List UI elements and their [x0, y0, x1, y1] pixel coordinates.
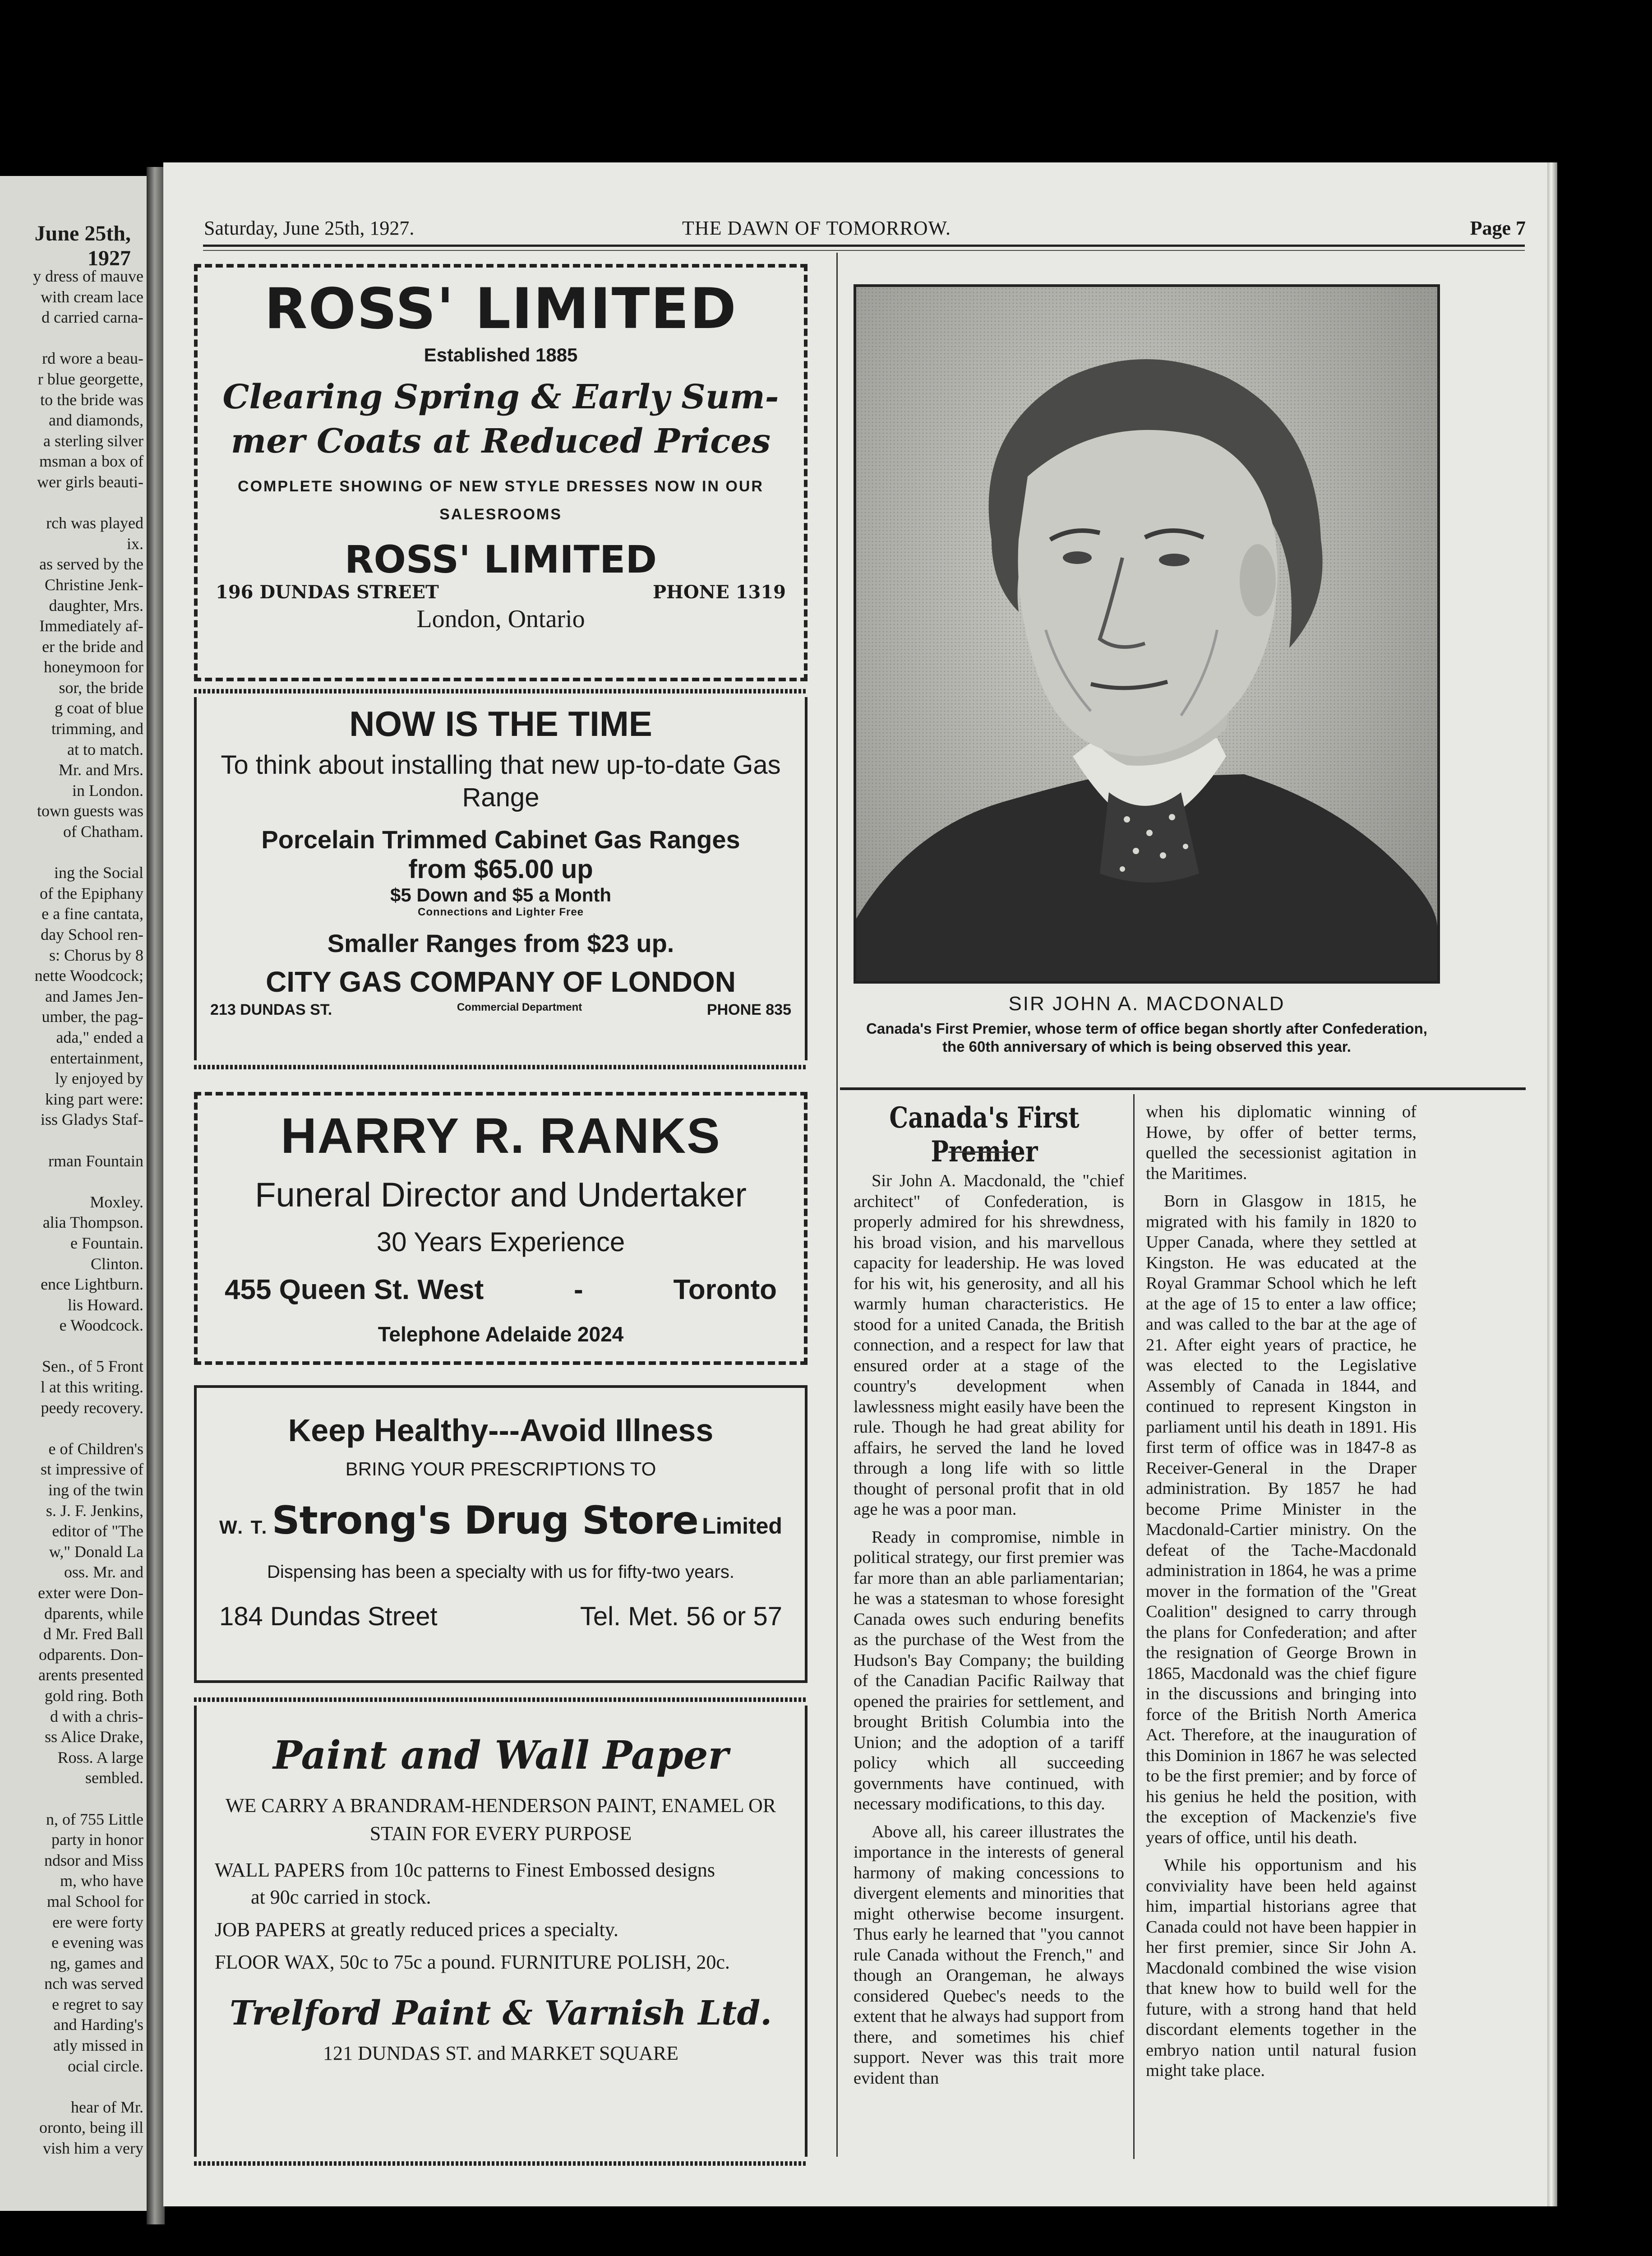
article-column-2	[1146, 1102, 1417, 2089]
left-page-line: mal School for	[47, 1892, 143, 1910]
article-column-1	[854, 1171, 1124, 2096]
left-page-line: e a fine cantata,	[42, 905, 143, 923]
ad-contact-row	[197, 1001, 805, 1019]
ad-store-name: Strong's Drug Store	[272, 1498, 698, 1543]
ad-job-papers: JOB PAPERS at greatly reduced prices a specialty.	[215, 1919, 618, 1941]
left-page-line: hear of Mr.	[71, 2098, 143, 2116]
ad-product-lines	[197, 1857, 805, 1976]
column-rule	[836, 253, 838, 2157]
left-page-line: and James Jen-	[45, 987, 143, 1005]
left-page-line: and Harding's	[53, 2016, 143, 2034]
ad-specialty: Dispensing has been a specialty with us for fifty-two years.	[267, 1562, 735, 1582]
ad-address: 455 Queen St. West	[225, 1274, 484, 1305]
left-page-line: editor of "The	[52, 1522, 143, 1540]
left-page-line: Christine Jenk-	[45, 575, 143, 594]
left-page-line: honeymoon for	[44, 658, 143, 676]
left-page-line: sor, the bride	[59, 678, 143, 697]
left-page-line: with cream lace	[41, 287, 143, 306]
left-page-text	[0, 266, 143, 2159]
left-page-line: of Chatham.	[63, 823, 143, 841]
ad-role: Funeral Director and Undertaker	[255, 1176, 747, 1214]
left-page-line: ere were forty	[52, 1913, 143, 1931]
left-page-line: er the bride and	[42, 637, 143, 656]
left-page-line: Ross. A large	[57, 1748, 143, 1766]
ad-company: CITY GAS COMPANY OF LONDON	[266, 966, 736, 998]
book-gutter	[147, 167, 165, 2224]
left-page-line: ss Alice Drake,	[45, 1728, 143, 1746]
ad-phone: PHONE 1319	[652, 582, 786, 603]
ad-separator: -	[574, 1274, 583, 1305]
left-page-line: ly enjoyed by	[55, 1069, 143, 1088]
left-page-line: atly missed in	[53, 2036, 143, 2055]
ad-phone: Tel. Met. 56 or 57	[580, 1602, 782, 1631]
left-page-line: ada," ended a	[56, 1028, 143, 1046]
ad-title: ROSS' LIMITED	[264, 277, 737, 342]
left-page-line: gold ring. Both	[44, 1686, 143, 1705]
left-page-line: ing of the twin	[48, 1481, 143, 1499]
page-edge	[1547, 162, 1557, 2206]
ad-city: Toronto	[673, 1274, 777, 1305]
left-page-line: oronto, being ill	[39, 2118, 143, 2137]
left-page-line: ocial circle.	[68, 2057, 143, 2075]
article-paragraph: Born in Glasgow in 1815, he migrated with his family in 1820 to Upper Canada, where they settled at Kingston. He was educated at the Royal Grammar School which he left at the age of 15 to enter a law office; and was called to the bar at the age of 21. After eight years of practice, he was elected to the Legislative Assembly of Canada in 1844, and continued to represent Kingston in parliament until his death in 1891. His first term of office was in 1847-8 as Receiver-General in the Draper administration. By 1857 he had become Prime Minister in the Macdonald-Cartier ministry. On the defeat of the Tache-Macdonald administration in 1864, he was a prime mover in the formation of the "Great Coalition" designed to carry through the plans for Confederation; and after the resignation of George Brown in 1865, Macdonald was the chief figure in the discussions and bringing into force of the British North America Act. Therefore, at the inauguration of this Dominion in 1867 he was selected to be the first premier; and by force of his genius he held the position, with the exception of Mackenzie's five years of office, until his death.	[1146, 1192, 1417, 1847]
ad-experience: 30 Years Experience	[376, 1227, 625, 1257]
left-page-line	[0, 2076, 143, 2097]
left-page-line: ing the Social	[54, 864, 143, 882]
article-column-rule	[1133, 1094, 1135, 2159]
left-page-line: d carried carna-	[42, 308, 143, 327]
ad-city: London, Ontario	[416, 605, 585, 633]
left-page-line: as served by the	[39, 555, 143, 573]
left-page-line: ndsor and Miss	[44, 1851, 143, 1869]
left-page-header: June 25th, 1927	[34, 222, 131, 270]
left-page-line: odparents. Don-	[39, 1645, 143, 1664]
ad-wallpapers-cont: at 90c carried in stock.	[251, 1886, 431, 1908]
ad-harry-ranks	[194, 1092, 808, 1365]
left-page-line: e of Children's	[48, 1439, 143, 1458]
article-paragraph: when his diplomatic winning of Howe, by offer of better terms, quelled the secessionist agitation in the Maritimes.	[1146, 1102, 1417, 1183]
ad-phone: Telephone Adelaide 2024	[378, 1322, 624, 1346]
left-page-line: e regret to say	[52, 1995, 143, 2013]
ad-address: 196 DUNDAS STREET	[216, 582, 439, 603]
left-page-line: st impressive of	[41, 1460, 143, 1479]
ad-address-row	[198, 1274, 804, 1306]
left-page-line	[0, 1130, 143, 1151]
ad-address: 213 DUNDAS ST.	[210, 1001, 332, 1018]
left-page-line: Sen., of 5 Front	[42, 1357, 143, 1376]
article-paragraph: Sir John A. Macdonald, the "chief architect" of Confederation, is properly admired for his shrewdness, his broad vision, and his marvellous capacity for leadership. He was loved for his wit, his generosity, and all his warmly human characteristics. He stood for a united Canada, the British connection, and a respect for law that ensured order at a stage of the country's development when lawlessness might easily have been the rule. Though he had great ability for affairs, he served the land he loved through a long life with so little thought of personal profit that in old age he was a poor man.	[854, 1171, 1124, 1519]
left-page-line: arents presented	[38, 1666, 143, 1684]
left-page-line	[0, 842, 143, 863]
left-page-line: and diamonds,	[49, 411, 143, 430]
left-page-line: daughter, Mrs.	[49, 596, 143, 615]
ad-title: NOW IS THE TIME	[349, 704, 652, 744]
ad-product: Porcelain Trimmed Cabinet Gas Ranges	[261, 825, 740, 854]
left-page-line: ix.	[126, 534, 143, 553]
ad-headline: Keep Healthy---Avoid Illness	[288, 1413, 714, 1448]
left-page-line: e Fountain.	[70, 1234, 143, 1252]
left-page-line: peedy recovery.	[41, 1398, 143, 1417]
masthead: THE DAWN OF TOMORROW.	[682, 217, 951, 239]
left-page-line: alia Thompson.	[42, 1213, 143, 1232]
left-page-line: king part were:	[45, 1090, 143, 1108]
left-page-line: town guests was	[37, 802, 143, 820]
left-page-line: r blue georgette,	[37, 370, 143, 388]
left-page-line: Mr. and Mrs.	[59, 761, 143, 779]
caption-name: SIR JOHN A. MACDONALD	[1008, 993, 1285, 1015]
left-page-line: e evening was	[51, 1933, 143, 1952]
left-page-line: vish him a very	[43, 2139, 143, 2158]
left-page-line: of the Epiphany	[40, 884, 143, 902]
header-rule-thin	[203, 250, 1525, 251]
title-rule	[948, 1151, 1011, 1153]
left-page-line: g coat of blue	[55, 699, 143, 717]
left-page-line	[0, 493, 143, 513]
left-page-line: l at this writing.	[41, 1378, 143, 1396]
left-page-line: s. J. F. Jenkins,	[46, 1501, 143, 1520]
left-page-line: ng, games and	[50, 1954, 143, 1972]
left-page-line: rd wore a beau-	[42, 349, 143, 368]
ad-ross-limited	[194, 264, 808, 681]
ad-contact-row	[198, 582, 804, 603]
left-page-line: iss Gladys Staf-	[41, 1110, 143, 1129]
ad-address: 121 DUNDAS ST. and MARKET SQUARE	[323, 2042, 678, 2064]
left-page-line	[0, 1336, 143, 1357]
ad-phone: PHONE 835	[706, 1001, 791, 1018]
left-page-line: party in honor	[51, 1831, 143, 1849]
ad-established: Established 1885	[424, 344, 578, 365]
left-page-line: w," Donald La	[49, 1542, 143, 1561]
ad-contact-row	[197, 1601, 805, 1632]
left-page-line: n, of 755 Little	[46, 1810, 143, 1828]
left-page	[0, 176, 149, 2211]
left-page-line: a sterling silver	[43, 431, 143, 450]
left-page-line: Moxley.	[90, 1193, 143, 1211]
ad-note: Connections and Lighter Free	[417, 906, 584, 918]
left-page-line: rman Fountain	[48, 1151, 143, 1170]
ad-address: 184 Dundas Street	[219, 1602, 438, 1631]
left-page-line: oss. Mr. and	[64, 1563, 143, 1581]
left-page-line: trimming, and	[51, 720, 143, 738]
left-page-line: sembled.	[85, 1769, 143, 1787]
ad-terms: $5 Down and $5 a Month	[390, 884, 612, 906]
left-page-line: ence Lightburn.	[41, 1275, 143, 1294]
left-page-line: day School ren-	[41, 925, 143, 943]
caption-description: Canada's First Premier, whose term of office began shortly after Confederation, the 60th anniversary of which is being observed this year.	[866, 1020, 1427, 1055]
left-page-line: to the bride was	[40, 390, 143, 409]
left-page-line: umber, the pag-	[42, 1008, 143, 1026]
left-page-line	[0, 1789, 143, 1809]
article-paragraph: While his opportunism and his conviviality have been held against him, impartial historians agree that Canada could not have been happier in her first premier, since Sir John A. Macdonald combined the wise vision that knew how to build well for the future, with a strong hand that held discordant elements together in the embryo nation until natural fusion might take place.	[1146, 1856, 1417, 2080]
ad-title: Paint and Wall Paper	[273, 1733, 729, 1778]
left-page-line: dparents, while	[44, 1604, 143, 1623]
ad-store-row	[197, 1498, 805, 1543]
ad-company: Trelford Paint & Varnish Ltd.	[230, 1994, 772, 2033]
page-number: Page 7	[1470, 217, 1526, 239]
ad-floor-wax: FLOOR WAX, 50c to 75c a pound. FURNITURE POLISH, 20c.	[215, 1951, 730, 1973]
left-page-line: in London.	[72, 781, 143, 800]
left-page-line: y dress of mauve	[33, 267, 143, 285]
ad-wallpapers: WALL PAPERS from 10c patterns to Finest Embossed designs	[215, 1859, 715, 1881]
article-paragraph: Above all, his career illustrates the importance in the interests of general harmony of making concessions to divergent elements and minorities that might otherwise become insurgent. Thus early he learned that "you cannot rule Canada without the French," and though an Orangeman, he always considered Quebec's needs to the extent that he always had support from there, and sometimes his chief support. Never was this trait more evident than	[854, 1822, 1124, 2088]
left-page-line: entertainment,	[50, 1049, 143, 1067]
article-top-rule	[840, 1087, 1526, 1090]
ad-headline: Clearing Spring & Early Sum-mer Coats at Reduced Prices	[222, 378, 779, 461]
ad-name-repeat: ROSS' LIMITED	[344, 537, 657, 582]
ad-trelford-paint	[194, 1706, 808, 2157]
header-rule	[203, 245, 1525, 247]
left-page-line: s: Chorus by 8	[49, 946, 143, 964]
article-paragraph: Ready in compromise, nimble in political strategy, our first premier was far more than an able parliamentarian; he was a statesman to whose foresight Canada owes such enduring benefits as the purchase of the West from the Hudson's Bay Company; the building of the Canadian Pacific Railway that opened the prairies for settlement, and brought British Columbia into the Union; and the adoption of a tariff policy which all succeeding governments have continued, with necessary modifications, to this day.	[854, 1527, 1124, 1813]
left-page-line: d Mr. Fred Ball	[43, 1625, 143, 1643]
ad-city-gas	[194, 697, 808, 1060]
ad-title: HARRY R. RANKS	[281, 1108, 721, 1164]
left-page-line: e Woodcock.	[59, 1316, 143, 1335]
page-date: Saturday, June 25th, 1927.	[204, 217, 415, 239]
ad-strongs-drug-store	[194, 1385, 808, 1683]
portrait-illustration	[856, 287, 1437, 981]
ad-initials: W. T.	[219, 1516, 268, 1538]
ad-limited: Limited	[702, 1513, 782, 1539]
left-page-line: lis Howard.	[68, 1295, 143, 1314]
left-page-line: exter were Don-	[38, 1584, 143, 1602]
ad-intro: To think about installing that new up-to-date Gas Range	[221, 750, 781, 812]
left-page-line: Immediately af-	[39, 617, 143, 635]
left-page-line	[0, 1418, 143, 1439]
ad-price: from $65.00 up	[408, 855, 593, 884]
left-page-line: m, who have	[60, 1872, 143, 1890]
left-page-line: rch was played	[46, 514, 143, 532]
left-page-line: d with a chris-	[50, 1707, 143, 1725]
ad-carry: WE CARRY A BRANDRAM-HENDERSON PAINT, ENAMEL OR STAIN FOR EVERY PURPOSE	[225, 1794, 776, 1845]
left-page-line: nette Woodcock;	[34, 966, 143, 985]
newspaper-page	[163, 162, 1547, 2206]
left-page-line: wer girls beauti-	[37, 472, 143, 491]
portrait-caption	[854, 993, 1440, 1056]
left-page-line	[0, 328, 143, 349]
left-page-line: msman a box of	[39, 452, 143, 471]
left-page-line: nch was served	[44, 1974, 143, 1993]
ad-smaller-ranges: Smaller Ranges from $23 up.	[327, 929, 674, 957]
ad-subline: COMPLETE SHOWING OF NEW STYLE DRESSES NOW IN OUR SALESROOMS	[238, 478, 764, 523]
portrait-photo	[854, 284, 1440, 984]
left-page-line: Clinton.	[90, 1254, 143, 1273]
article-title: Canada's First Premier	[889, 1101, 1080, 1169]
left-page-line: at to match.	[67, 740, 143, 758]
ad-department: Commercial Department	[457, 1001, 582, 1013]
ad-bring: BRING YOUR PRESCRIPTIONS TO	[345, 1458, 656, 1479]
left-page-line	[0, 1171, 143, 1192]
